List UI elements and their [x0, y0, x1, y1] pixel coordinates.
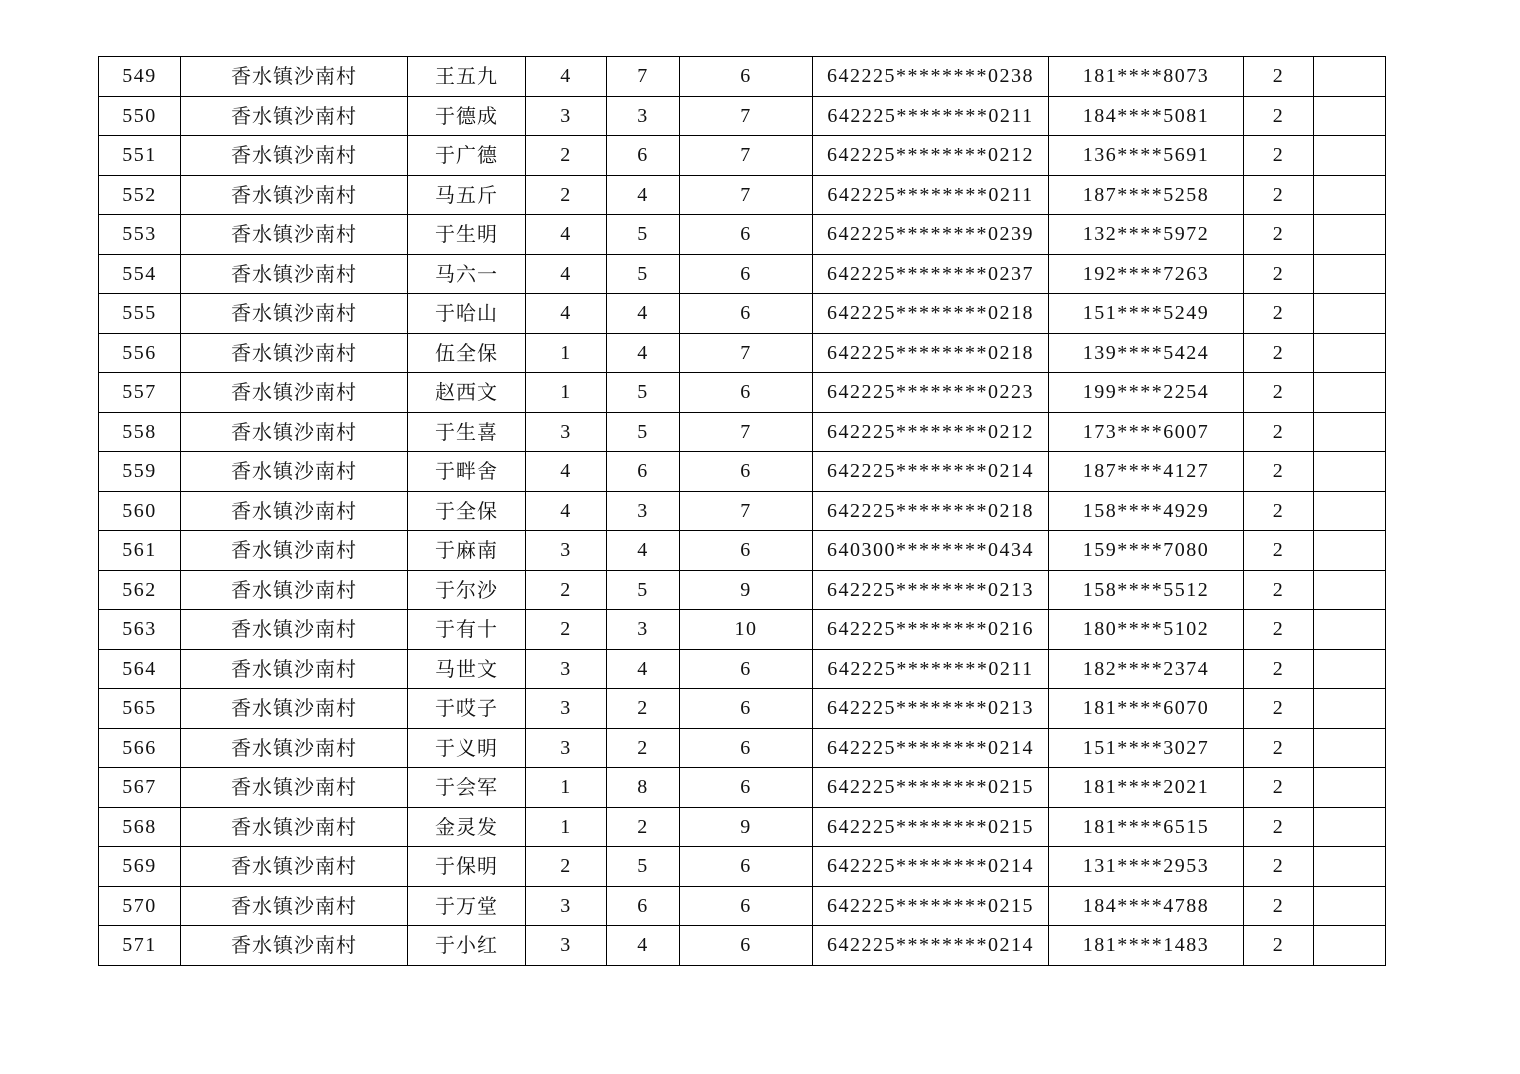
cell-value-1: 3 [526, 689, 607, 729]
cell-note [1314, 768, 1386, 808]
cell-id-number: 642225********0212 [813, 412, 1049, 452]
cell-phone-number: 158****4929 [1049, 491, 1244, 531]
cell-note [1314, 926, 1386, 966]
cell-phone-number: 136****5691 [1049, 136, 1244, 176]
cell-serial-number: 563 [99, 610, 181, 650]
cell-value-2: 4 [607, 926, 680, 966]
cell-id-number: 642225********0211 [813, 96, 1049, 136]
cell-value-1: 3 [526, 531, 607, 571]
table-row [99, 254, 1386, 294]
cell-village: 香水镇沙南村 [181, 570, 408, 610]
cell-phone-number: 181****6070 [1049, 689, 1244, 729]
cell-value-2: 2 [607, 728, 680, 768]
table-row [99, 570, 1386, 610]
cell-id-number: 640300********0434 [813, 531, 1049, 571]
table-row [99, 294, 1386, 334]
cell-id-number: 642225********0211 [813, 175, 1049, 215]
cell-count: 2 [1244, 333, 1314, 373]
cell-count: 2 [1244, 175, 1314, 215]
cell-value-1: 2 [526, 175, 607, 215]
cell-id-number: 642225********0214 [813, 728, 1049, 768]
cell-count: 2 [1244, 886, 1314, 926]
cell-count: 2 [1244, 412, 1314, 452]
cell-value-2: 7 [607, 57, 680, 97]
cell-village: 香水镇沙南村 [181, 57, 408, 97]
table-row [99, 96, 1386, 136]
cell-count: 2 [1244, 254, 1314, 294]
cell-value-1: 4 [526, 294, 607, 334]
cell-id-number: 642225********0212 [813, 136, 1049, 176]
cell-phone-number: 187****5258 [1049, 175, 1244, 215]
table-row [99, 373, 1386, 413]
cell-phone-number: 184****4788 [1049, 886, 1244, 926]
cell-person-name: 于德成 [408, 96, 526, 136]
cell-village: 香水镇沙南村 [181, 886, 408, 926]
cell-person-name: 于万堂 [408, 886, 526, 926]
cell-count: 2 [1244, 768, 1314, 808]
cell-person-name: 于生喜 [408, 412, 526, 452]
cell-phone-number: 182****2374 [1049, 649, 1244, 689]
cell-note [1314, 531, 1386, 571]
cell-phone-number: 199****2254 [1049, 373, 1244, 413]
cell-phone-number: 181****1483 [1049, 926, 1244, 966]
cell-value-3: 7 [680, 491, 813, 531]
cell-value-1: 3 [526, 886, 607, 926]
cell-phone-number: 151****3027 [1049, 728, 1244, 768]
cell-value-2: 6 [607, 886, 680, 926]
cell-value-3: 6 [680, 847, 813, 887]
table-row [99, 452, 1386, 492]
cell-value-2: 4 [607, 333, 680, 373]
cell-value-1: 4 [526, 215, 607, 255]
cell-village: 香水镇沙南村 [181, 926, 408, 966]
cell-id-number: 642225********0211 [813, 649, 1049, 689]
cell-phone-number: 158****5512 [1049, 570, 1244, 610]
cell-value-2: 5 [607, 412, 680, 452]
cell-id-number: 642225********0214 [813, 452, 1049, 492]
cell-note [1314, 886, 1386, 926]
cell-serial-number: 554 [99, 254, 181, 294]
cell-count: 2 [1244, 452, 1314, 492]
cell-serial-number: 557 [99, 373, 181, 413]
cell-count: 2 [1244, 531, 1314, 571]
cell-person-name: 于小红 [408, 926, 526, 966]
cell-value-2: 4 [607, 531, 680, 571]
cell-value-3: 6 [680, 452, 813, 492]
cell-id-number: 642225********0223 [813, 373, 1049, 413]
cell-note [1314, 215, 1386, 255]
cell-id-number: 642225********0239 [813, 215, 1049, 255]
cell-person-name: 马五斤 [408, 175, 526, 215]
cell-person-name: 于广德 [408, 136, 526, 176]
cell-value-1: 4 [526, 57, 607, 97]
cell-phone-number: 184****5081 [1049, 96, 1244, 136]
cell-person-name: 王五九 [408, 57, 526, 97]
cell-value-2: 5 [607, 254, 680, 294]
cell-village: 香水镇沙南村 [181, 610, 408, 650]
cell-note [1314, 570, 1386, 610]
cell-phone-number: 180****5102 [1049, 610, 1244, 650]
cell-value-1: 2 [526, 610, 607, 650]
cell-id-number: 642225********0218 [813, 333, 1049, 373]
cell-value-1: 3 [526, 728, 607, 768]
cell-value-1: 3 [526, 926, 607, 966]
cell-value-3: 6 [680, 254, 813, 294]
cell-phone-number: 159****7080 [1049, 531, 1244, 571]
cell-village: 香水镇沙南村 [181, 215, 408, 255]
cell-serial-number: 569 [99, 847, 181, 887]
cell-phone-number: 151****5249 [1049, 294, 1244, 334]
cell-value-3: 6 [680, 689, 813, 729]
cell-value-1: 4 [526, 254, 607, 294]
cell-person-name: 伍全保 [408, 333, 526, 373]
cell-count: 2 [1244, 136, 1314, 176]
cell-phone-number: 181****8073 [1049, 57, 1244, 97]
cell-village: 香水镇沙南村 [181, 96, 408, 136]
cell-serial-number: 561 [99, 531, 181, 571]
table-row [99, 215, 1386, 255]
roster-table-body [99, 57, 1386, 966]
cell-note [1314, 452, 1386, 492]
cell-id-number: 642225********0218 [813, 294, 1049, 334]
cell-serial-number: 559 [99, 452, 181, 492]
cell-value-2: 5 [607, 847, 680, 887]
cell-id-number: 642225********0213 [813, 689, 1049, 729]
cell-note [1314, 373, 1386, 413]
cell-count: 2 [1244, 807, 1314, 847]
cell-note [1314, 610, 1386, 650]
cell-note [1314, 96, 1386, 136]
cell-person-name: 于生明 [408, 215, 526, 255]
cell-note [1314, 136, 1386, 176]
cell-count: 2 [1244, 57, 1314, 97]
cell-value-2: 8 [607, 768, 680, 808]
cell-serial-number: 566 [99, 728, 181, 768]
cell-person-name: 赵西文 [408, 373, 526, 413]
cell-count: 2 [1244, 491, 1314, 531]
cell-serial-number: 550 [99, 96, 181, 136]
cell-id-number: 642225********0238 [813, 57, 1049, 97]
cell-value-2: 6 [607, 452, 680, 492]
cell-phone-number: 139****5424 [1049, 333, 1244, 373]
cell-serial-number: 556 [99, 333, 181, 373]
cell-value-2: 6 [607, 136, 680, 176]
cell-village: 香水镇沙南村 [181, 254, 408, 294]
cell-serial-number: 549 [99, 57, 181, 97]
table-row [99, 926, 1386, 966]
roster-table [98, 56, 1386, 966]
cell-village: 香水镇沙南村 [181, 649, 408, 689]
cell-count: 2 [1244, 570, 1314, 610]
cell-person-name: 于哎子 [408, 689, 526, 729]
table-row [99, 610, 1386, 650]
cell-phone-number: 181****2021 [1049, 768, 1244, 808]
table-row [99, 175, 1386, 215]
table-row [99, 491, 1386, 531]
cell-id-number: 642225********0213 [813, 570, 1049, 610]
cell-note [1314, 333, 1386, 373]
cell-person-name: 马世文 [408, 649, 526, 689]
cell-value-2: 5 [607, 215, 680, 255]
cell-count: 2 [1244, 215, 1314, 255]
cell-phone-number: 192****7263 [1049, 254, 1244, 294]
cell-serial-number: 555 [99, 294, 181, 334]
cell-count: 2 [1244, 96, 1314, 136]
cell-value-3: 9 [680, 570, 813, 610]
cell-note [1314, 847, 1386, 887]
cell-value-1: 1 [526, 373, 607, 413]
table-row [99, 649, 1386, 689]
cell-value-3: 6 [680, 215, 813, 255]
cell-note [1314, 728, 1386, 768]
cell-id-number: 642225********0215 [813, 768, 1049, 808]
cell-count: 2 [1244, 926, 1314, 966]
cell-village: 香水镇沙南村 [181, 531, 408, 571]
cell-value-3: 10 [680, 610, 813, 650]
cell-note [1314, 57, 1386, 97]
cell-village: 香水镇沙南村 [181, 491, 408, 531]
cell-serial-number: 562 [99, 570, 181, 610]
cell-person-name: 于麻南 [408, 531, 526, 571]
cell-value-1: 2 [526, 136, 607, 176]
cell-note [1314, 254, 1386, 294]
cell-person-name: 于保明 [408, 847, 526, 887]
cell-note [1314, 491, 1386, 531]
cell-village: 香水镇沙南村 [181, 807, 408, 847]
cell-note [1314, 689, 1386, 729]
cell-note [1314, 294, 1386, 334]
cell-person-name: 马六一 [408, 254, 526, 294]
cell-value-2: 4 [607, 294, 680, 334]
cell-value-2: 3 [607, 610, 680, 650]
cell-village: 香水镇沙南村 [181, 412, 408, 452]
cell-value-1: 2 [526, 570, 607, 610]
cell-count: 2 [1244, 294, 1314, 334]
table-row [99, 807, 1386, 847]
cell-village: 香水镇沙南村 [181, 728, 408, 768]
cell-value-3: 6 [680, 926, 813, 966]
cell-value-2: 2 [607, 689, 680, 729]
cell-value-1: 1 [526, 768, 607, 808]
cell-serial-number: 567 [99, 768, 181, 808]
cell-value-1: 4 [526, 452, 607, 492]
cell-serial-number: 552 [99, 175, 181, 215]
cell-serial-number: 568 [99, 807, 181, 847]
cell-phone-number: 131****2953 [1049, 847, 1244, 887]
cell-note [1314, 807, 1386, 847]
cell-village: 香水镇沙南村 [181, 452, 408, 492]
cell-value-3: 6 [680, 649, 813, 689]
table-row [99, 333, 1386, 373]
cell-phone-number: 173****6007 [1049, 412, 1244, 452]
cell-person-name: 金灵发 [408, 807, 526, 847]
cell-value-3: 6 [680, 768, 813, 808]
table-row [99, 886, 1386, 926]
cell-value-1: 1 [526, 333, 607, 373]
cell-value-2: 4 [607, 649, 680, 689]
cell-serial-number: 560 [99, 491, 181, 531]
cell-value-1: 3 [526, 96, 607, 136]
cell-person-name: 于尔沙 [408, 570, 526, 610]
cell-id-number: 642225********0214 [813, 926, 1049, 966]
cell-id-number: 642225********0218 [813, 491, 1049, 531]
table-row [99, 57, 1386, 97]
cell-value-3: 6 [680, 728, 813, 768]
cell-value-3: 7 [680, 96, 813, 136]
cell-value-3: 6 [680, 886, 813, 926]
cell-value-3: 7 [680, 175, 813, 215]
cell-value-2: 5 [607, 373, 680, 413]
table-row [99, 768, 1386, 808]
cell-value-1: 2 [526, 847, 607, 887]
cell-serial-number: 553 [99, 215, 181, 255]
cell-person-name: 于畔舍 [408, 452, 526, 492]
cell-count: 2 [1244, 689, 1314, 729]
cell-count: 2 [1244, 610, 1314, 650]
cell-value-2: 2 [607, 807, 680, 847]
cell-value-3: 9 [680, 807, 813, 847]
table-row [99, 136, 1386, 176]
cell-value-2: 5 [607, 570, 680, 610]
cell-phone-number: 187****4127 [1049, 452, 1244, 492]
cell-person-name: 于有十 [408, 610, 526, 650]
cell-value-1: 3 [526, 649, 607, 689]
cell-count: 2 [1244, 373, 1314, 413]
cell-village: 香水镇沙南村 [181, 847, 408, 887]
table-row [99, 728, 1386, 768]
cell-value-3: 7 [680, 136, 813, 176]
cell-village: 香水镇沙南村 [181, 373, 408, 413]
cell-serial-number: 570 [99, 886, 181, 926]
cell-id-number: 642225********0215 [813, 807, 1049, 847]
cell-value-3: 6 [680, 531, 813, 571]
table-row [99, 689, 1386, 729]
cell-note [1314, 175, 1386, 215]
cell-count: 2 [1244, 649, 1314, 689]
cell-value-1: 3 [526, 412, 607, 452]
cell-value-3: 6 [680, 57, 813, 97]
cell-value-2: 3 [607, 491, 680, 531]
cell-village: 香水镇沙南村 [181, 136, 408, 176]
cell-phone-number: 181****6515 [1049, 807, 1244, 847]
cell-village: 香水镇沙南村 [181, 768, 408, 808]
cell-note [1314, 412, 1386, 452]
cell-id-number: 642225********0215 [813, 886, 1049, 926]
cell-village: 香水镇沙南村 [181, 333, 408, 373]
cell-serial-number: 565 [99, 689, 181, 729]
cell-count: 2 [1244, 728, 1314, 768]
cell-note [1314, 649, 1386, 689]
cell-value-2: 3 [607, 96, 680, 136]
cell-serial-number: 551 [99, 136, 181, 176]
cell-count: 2 [1244, 847, 1314, 887]
cell-value-3: 6 [680, 294, 813, 334]
cell-value-3: 7 [680, 333, 813, 373]
cell-village: 香水镇沙南村 [181, 294, 408, 334]
cell-id-number: 642225********0214 [813, 847, 1049, 887]
cell-value-3: 6 [680, 373, 813, 413]
cell-value-2: 4 [607, 175, 680, 215]
table-row [99, 531, 1386, 571]
cell-id-number: 642225********0237 [813, 254, 1049, 294]
cell-id-number: 642225********0216 [813, 610, 1049, 650]
cell-village: 香水镇沙南村 [181, 689, 408, 729]
cell-serial-number: 558 [99, 412, 181, 452]
cell-village: 香水镇沙南村 [181, 175, 408, 215]
cell-serial-number: 564 [99, 649, 181, 689]
cell-value-1: 1 [526, 807, 607, 847]
cell-value-1: 4 [526, 491, 607, 531]
table-row [99, 847, 1386, 887]
cell-person-name: 于义明 [408, 728, 526, 768]
cell-serial-number: 571 [99, 926, 181, 966]
cell-phone-number: 132****5972 [1049, 215, 1244, 255]
cell-person-name: 于会军 [408, 768, 526, 808]
cell-value-3: 7 [680, 412, 813, 452]
cell-person-name: 于全保 [408, 491, 526, 531]
cell-person-name: 于哈山 [408, 294, 526, 334]
table-row [99, 412, 1386, 452]
